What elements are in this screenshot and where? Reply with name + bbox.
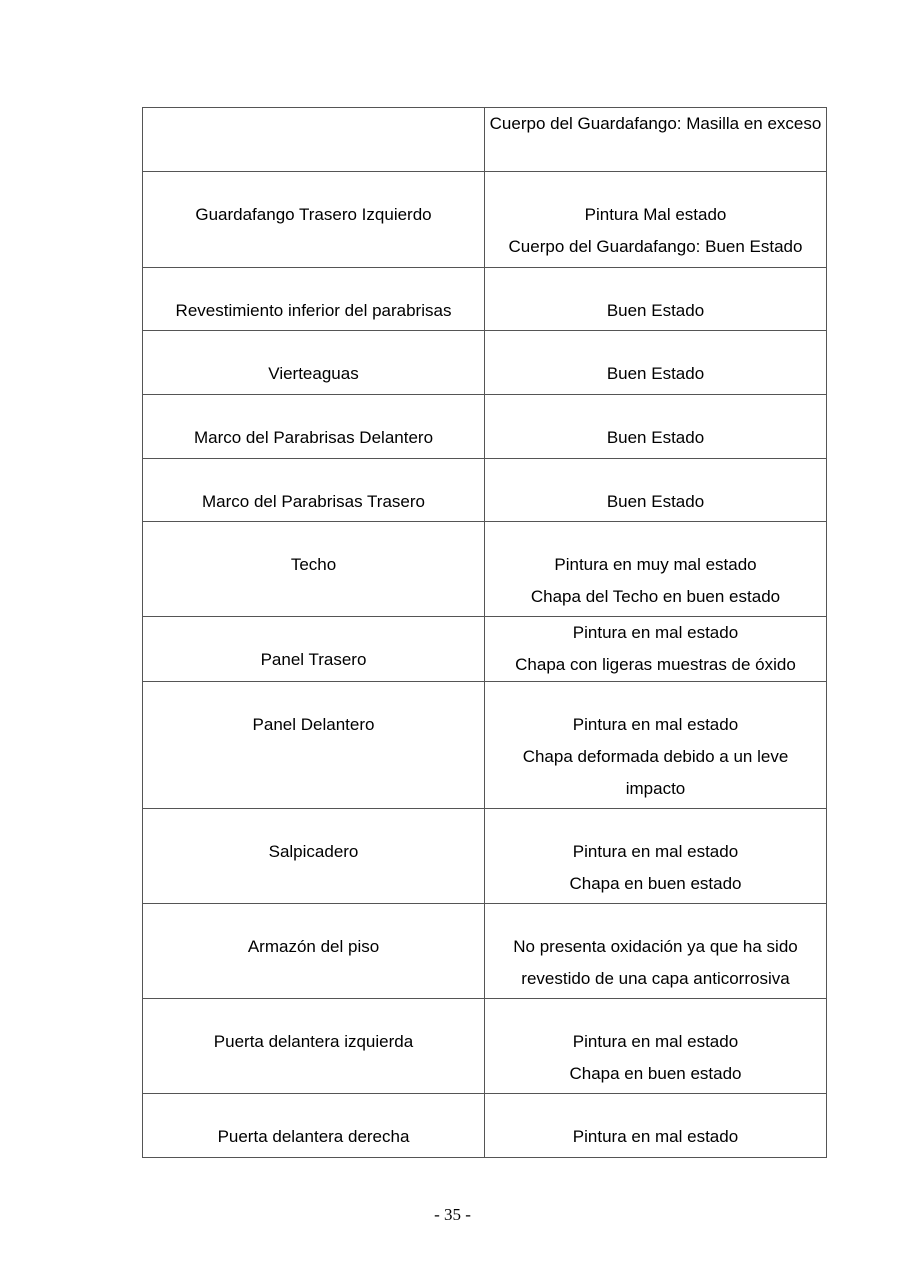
condition-line: No presenta oxidación ya que ha sido revestido de una capa anticorrosiva — [513, 937, 798, 988]
part-name: Puerta delantera derecha — [217, 1127, 410, 1146]
condition-cell — [485, 459, 827, 522]
condition-cell — [485, 172, 827, 268]
condition-cell — [485, 809, 827, 904]
part-name: Vierteaguas — [268, 364, 359, 383]
condition-cell — [485, 904, 827, 999]
table-row — [143, 809, 827, 904]
part-name: Salpicadero — [268, 842, 359, 861]
part-name: Armazón del piso — [247, 937, 380, 956]
condition-line: Buen Estado — [606, 428, 705, 447]
condition-cell — [485, 395, 827, 459]
condition-line: Pintura Mal estado — [584, 205, 727, 224]
part-cell — [143, 268, 485, 331]
table-row — [143, 1094, 827, 1158]
part-cell — [143, 108, 485, 172]
condition-cell — [485, 999, 827, 1094]
condition-cell — [485, 1094, 827, 1158]
part-cell — [143, 1094, 485, 1158]
condition-line: Pintura en mal estado — [572, 1127, 739, 1146]
part-name: Techo — [290, 555, 337, 574]
condition-line: Chapa en buen estado — [569, 1064, 742, 1083]
part-name: Puerta delantera izquierda — [213, 1032, 414, 1051]
condition-cell — [485, 522, 827, 617]
table-row — [143, 108, 827, 172]
part-cell — [143, 522, 485, 617]
part-cell — [143, 617, 485, 682]
part-cell — [143, 395, 485, 459]
condition-line: Chapa con ligeras muestras de óxido — [515, 655, 796, 674]
condition-line: Pintura en mal estado — [572, 715, 739, 734]
condition-cell — [485, 108, 827, 172]
table-row — [143, 331, 827, 395]
condition-line: Buen Estado — [606, 301, 705, 320]
condition-cell — [485, 268, 827, 331]
condition-line: Pintura en mal estado — [572, 623, 739, 642]
part-cell — [143, 459, 485, 522]
part-cell — [143, 904, 485, 999]
condition-cell — [485, 617, 827, 682]
part-cell — [143, 999, 485, 1094]
part-cell — [143, 682, 485, 809]
condition-line: Pintura en mal estado — [572, 842, 739, 861]
table-row — [143, 459, 827, 522]
table-row — [143, 999, 827, 1094]
condition-line: Buen Estado — [606, 492, 705, 511]
condition-cell — [485, 682, 827, 809]
part-name: Guardafango Trasero Izquierdo — [195, 205, 432, 224]
part-cell — [143, 172, 485, 268]
condition-line: Cuerpo del Guardafango: Masilla en exceso — [489, 114, 822, 133]
part-cell — [143, 331, 485, 395]
bodywork-inspection-table — [142, 107, 827, 1158]
table-row — [143, 682, 827, 809]
condition-line: Cuerpo del Guardafango: Buen Estado — [508, 237, 803, 256]
table-row — [143, 172, 827, 268]
condition-cell — [485, 331, 827, 395]
page-number: - 35 - — [434, 1205, 471, 1224]
table-row — [143, 617, 827, 682]
condition-line: Buen Estado — [606, 364, 705, 383]
condition-line: Chapa en buen estado — [569, 874, 742, 893]
condition-line: Chapa del Techo en buen estado — [530, 587, 781, 606]
table-row — [143, 395, 827, 459]
condition-line: Pintura en mal estado — [572, 1032, 739, 1051]
table-row — [143, 904, 827, 999]
part-name: Marco del Parabrisas Delantero — [193, 428, 434, 447]
part-name: Marco del Parabrisas Trasero — [202, 492, 425, 511]
part-name: Revestimiento inferior del parabrisas — [175, 301, 452, 320]
table-row — [143, 268, 827, 331]
table-row — [143, 522, 827, 617]
part-name: Panel Delantero — [252, 715, 375, 734]
part-cell — [143, 809, 485, 904]
part-name: Panel Trasero — [260, 650, 367, 669]
condition-line: Chapa deformada debido a un leve impacto — [522, 747, 789, 798]
condition-line: Pintura en muy mal estado — [554, 555, 757, 574]
